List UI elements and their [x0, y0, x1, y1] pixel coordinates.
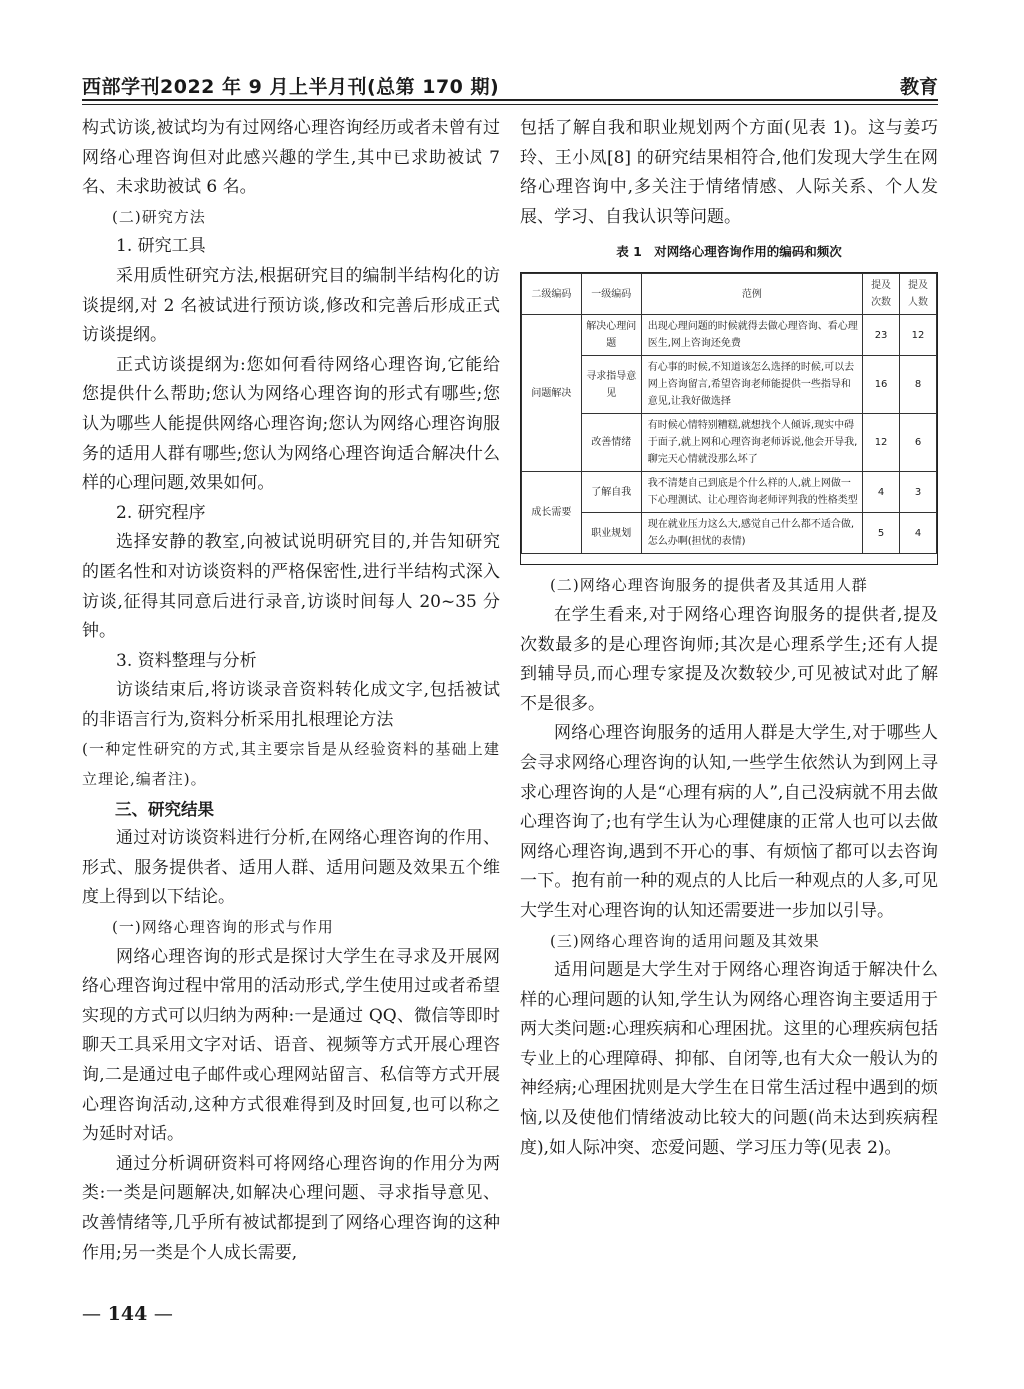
page-dash-right: — [153, 1303, 173, 1325]
example-cell: 出现心理问题的时候就得去做心理咨询、看心理医生,网上咨询还免费 [641, 315, 862, 356]
primary-code-cell: 改善情绪 [581, 414, 641, 472]
secondary-code-cell: 问题解决 [522, 315, 582, 472]
people-cell: 12 [900, 315, 937, 356]
paragraph: 在学生看来,对于网络心理咨询服务的提供者,提及次数最多的是心理咨询师;其次是心理系学生;还有人提到辅导员,而心理专家提及次数较少,可见被试对此了解不是很多。 [520, 604, 938, 714]
example-cell: 有时候心情特别糟糕,就想找个人倾诉,现实中碍于面子,就上网和心理咨询老师诉说,他会开导我,聊完天心情就没那么坏了 [641, 414, 862, 472]
paragraph: 网络心理咨询的形式是探讨大学生在寻求及开展网络心理咨询过程中常用的活动形式,学生使用过或者希望实现的方式可以归纳为两种:一是通过 QQ、微信等即时聊天工具采用文字对话、语音、视频等方式开展心理咨询,二是通过电子邮件或心理网站留言、私信等方式开展心理咨询活动,这种方式很难得到及时回复,也可以称之为延时对话。 [82, 946, 500, 1145]
table-row [522, 472, 937, 513]
example-cell: 我不清楚自己到底是个什么样的人,就上网做一下心理测试、让心理咨询老师评判我的性格类型 [641, 472, 862, 513]
paragraph: 适用问题是大学生对于网络心理咨询适于解决什么样的心理问题的认知,学生认为网络心理咨询主要适用于两大类问题:心理疾病和心理困扰。这里的心理疾病包括专业上的心理障碍、抑郁、自闭等,也有大众一般认为的神经病;心理困扰则是大学生在日常生活过程中遇到的烦恼,以及使他们情绪波动比较大的问题(尚未达到疾病程度),如人际冲突、恋爱问题、学习压力等(见表 2)。 [520, 960, 938, 1158]
people-cell: 3 [900, 472, 937, 513]
times-cell: 12 [863, 414, 900, 472]
table-1-frame [520, 272, 938, 565]
paragraph: 正式访谈提纲为:您如何看待网络心理咨询,它能给您提供什么帮助;您认为网络心理咨询的形式有哪些;您认为哪些人能提供网络心理咨询;您认为网络心理咨询服务的适用人群有哪些;您认为网络心理咨询适合解决什么样的心理问题,效果如何。 [82, 354, 500, 494]
people-cell: 4 [900, 513, 937, 554]
paragraph: (二)网络心理咨询服务的提供者及其适用人群 [550, 576, 868, 595]
times-cell: 23 [863, 315, 900, 356]
primary-code-cell: 了解自我 [581, 472, 641, 513]
table-1 [521, 273, 937, 554]
header-rule-thin [82, 104, 938, 105]
page-number-value: 144 [107, 1303, 148, 1325]
primary-code-cell: 解决心理问题 [581, 315, 641, 356]
times-cell: 16 [863, 356, 900, 414]
paragraph: 通过分析调研资料可将网络心理咨询的作用分为两类:一类是问题解决,如解决心理问题、寻求指导意见、改善情绪等,几乎所有被试都提到了网络心理咨询的这种作用;另一类是个人成长需要, [82, 1153, 500, 1263]
paragraph: (一)网络心理咨询的形式与作用 [112, 918, 334, 937]
paragraph: 网络心理咨询服务的适用人群是大学生,对于哪些人会寻求网络心理咨询的认知,一些学生依然认为到网上寻求心理咨询的人是“心理有病的人”,自己没病就不用去做心理咨询了;也有学生认为心理健康的正常人也可以去做网络心理咨询,遇到不开心的事、有烦恼了都可以去咨询一下。抱有前一种的观点的人比后一种观点的人多,可见大学生对心理咨询的认知还需要进一步加以引导。 [520, 723, 938, 921]
table-header-cell: 提及人数 [900, 274, 937, 315]
paragraph: 1. 研究工具 [116, 236, 206, 257]
table-header-cell: 范例 [641, 274, 862, 315]
right-column [520, 114, 938, 1163]
paragraph: (一种定性研究的方式,其主要宗旨是从经验资料的基础上建立理论,编者注)。 [82, 740, 500, 789]
paragraph: 采用质性研究方法,根据研究目的编制半结构化的访谈提纲,对 2 名被试进行预访谈,修改和完善后形成正式访谈提纲。 [82, 265, 500, 346]
table-header-cell: 提及次数 [863, 274, 900, 315]
table-row [522, 513, 937, 554]
paragraph: 选择安静的教室,向被试说明研究目的,并告知研究的匿名性和对访谈资料的严格保密性,进行半结构式深入访谈,征得其同意后进行录音,访谈时间每人 20~35 分钟。 [82, 532, 500, 642]
header-rule [82, 99, 938, 101]
paragraph: 三、研究结果 [115, 799, 214, 819]
primary-code-cell: 寻求指导意见 [581, 356, 641, 414]
paragraph: 通过对访谈资料进行分析,在网络心理咨询的作用、形式、服务提供者、适用人群、适用问题及效果五个维度上得到以下结论。 [82, 828, 500, 908]
page-dash-left: — [82, 1303, 101, 1325]
paragraph: 访谈结束后,将访谈录音资料转化成文字,包括被试的非语言行为,资料分析采用扎根理论方法 [82, 680, 500, 730]
secondary-code-cell: 成长需要 [522, 472, 582, 554]
journal-issue: 西部学刊2022 年 9 月上半月刊(总第 170 期) [82, 76, 500, 98]
section-name: 教育 [899, 76, 938, 98]
people-cell: 8 [900, 356, 937, 414]
example-cell: 有心事的时候,不知道该怎么选择的时候,可以去网上咨询留言,希望咨询老师能提供一些指导和意见,让我好做选择 [641, 356, 862, 414]
table-row [522, 315, 937, 356]
paragraph: 构式访谈,被试均为有过网络心理咨询经历或者未曾有过网络心理咨询但对此感兴趣的学生,其中已求助被试 7 名、未求助被试 6 名。 [82, 118, 500, 198]
people-cell: 6 [900, 414, 937, 472]
table-row [522, 356, 937, 414]
paragraph: 2. 研究程序 [116, 502, 206, 523]
table-row [522, 414, 937, 472]
paragraph: 3. 资料整理与分析 [116, 650, 257, 671]
page-number [82, 1303, 173, 1325]
left-column [82, 114, 500, 1268]
paragraph: 包括了解自我和职业规划两个方面(见表 1)。这与姜巧玲、王小凤[8] 的研究结果相符合,他们发现大学生在网络心理咨询中,多关注于情绪情感、人际关系、个人发展、学习、自我认识等问题。 [520, 118, 938, 227]
running-header [82, 70, 938, 100]
times-cell: 4 [863, 472, 900, 513]
primary-code-cell: 职业规划 [581, 513, 641, 554]
paragraph: (三)网络心理咨询的适用问题及其效果 [550, 931, 820, 950]
example-cell: 现在就业压力这么大,感觉自己什么都不适合做,怎么办啊(担忧的表情) [641, 513, 862, 554]
table-1-title: 表 1 对网络心理咨询作用的编码和频次 [616, 244, 842, 260]
table-header-cell: 一级编码 [581, 274, 641, 315]
paragraph: (二)研究方法 [112, 207, 206, 226]
times-cell: 5 [863, 513, 900, 554]
table-header-cell: 二级编码 [522, 274, 582, 315]
